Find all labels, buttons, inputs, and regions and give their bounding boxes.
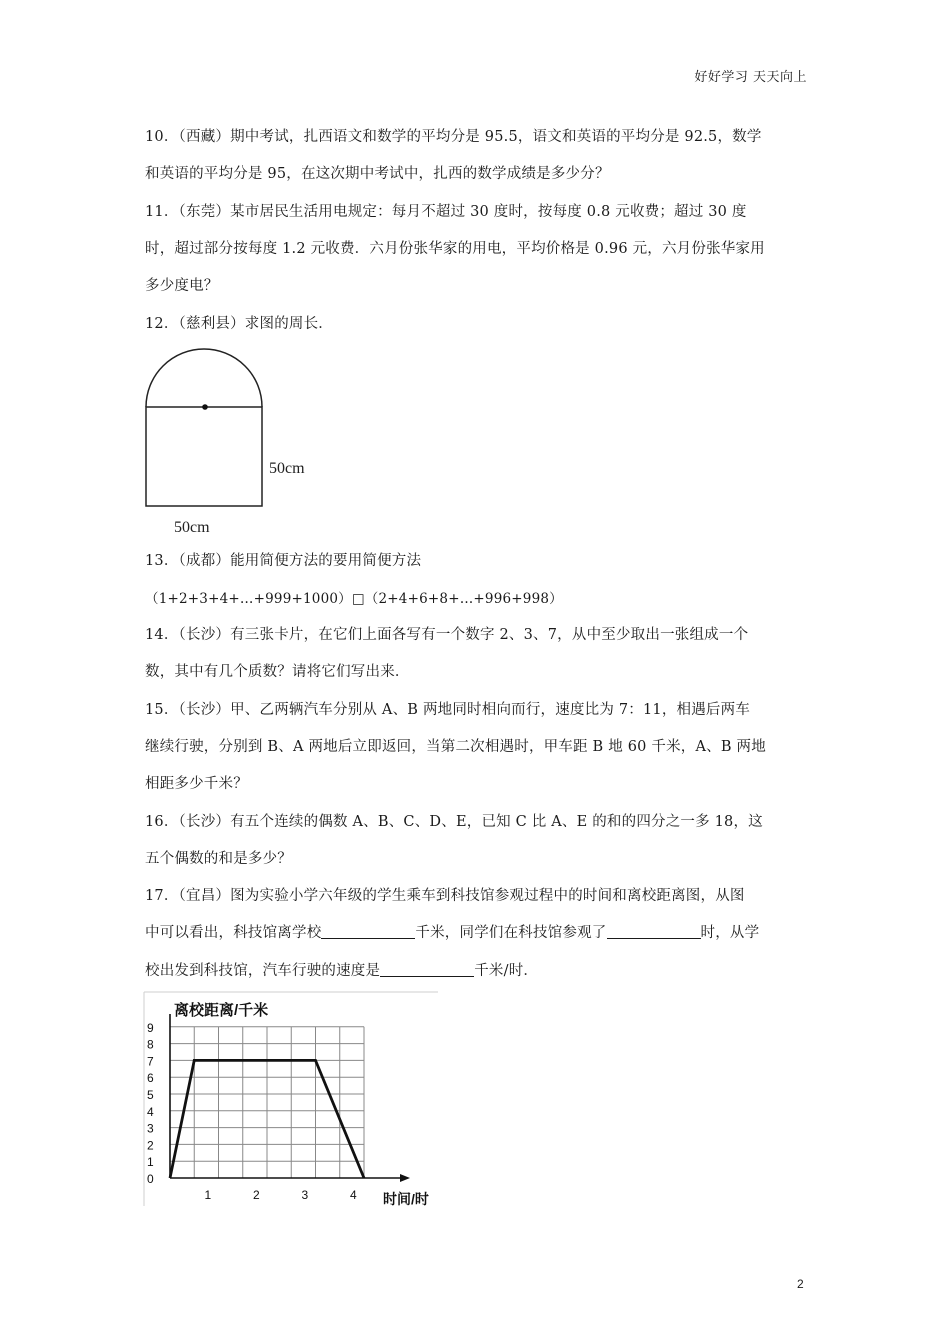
q11-line-1: 11．（东莞）某市居民生活用电规定：每月不超过 30 度时，按每度 0.8 元收费；超过 30 度: [145, 204, 747, 220]
x-tick-label: 1: [204, 1188, 212, 1202]
q17-line-1: 17．（宜昌）图为实验小学六年级的学生乘车到科技馆参观过程中的时间和离校距离图，从图: [145, 888, 745, 904]
y-tick-label: 4: [147, 1104, 154, 1119]
chart-axes: [170, 1014, 410, 1182]
q17-line-2-text-c: 时，从学: [700, 925, 760, 941]
q12-side-label: 50cm: [269, 460, 305, 477]
y-tick-label: 7: [147, 1054, 154, 1069]
x-tick-label: 4: [350, 1188, 357, 1202]
q12-square: [146, 407, 262, 506]
q11-line-2: 时，超过部分按每度 1.2 元收费．六月份张华家的用电，平均价格是 0.96 元，六月份张华家用: [145, 241, 765, 257]
q15-line-2: 继续行驶，分别到 B、A 两地后立即返回，当第二次相遇时，甲车距 B 地 60 千米，A、B 两地: [145, 739, 766, 755]
q17-blank-distance[interactable]: [321, 924, 415, 939]
q16-line-1: 16．（长沙）有五个连续的偶数 A、B、C、D、E，已知 C 比 A、E 的和的四分之一多 18，这: [145, 814, 763, 830]
y-tick-label: 8: [147, 1037, 154, 1052]
y-tick-label: 3: [147, 1121, 154, 1136]
q17-line-2: [145, 921, 759, 942]
q17-line-2-text-a: 中可以看出，科技馆离学校: [145, 925, 322, 941]
q12-center-dot: [202, 404, 208, 410]
y-tick-label: 0: [147, 1172, 154, 1186]
y-tick-label: 2: [147, 1138, 154, 1153]
chart-grid: [170, 1027, 364, 1178]
q10-line-1: 10．（西藏）期中考试，扎西语文和数学的平均分是 95.5，语文和英语的平均分是 92.5，数学: [145, 129, 762, 145]
page-number: 2: [797, 1277, 804, 1291]
x-axis-arrow: [400, 1174, 410, 1182]
q13-line-1: 13．（成都）能用简便方法的要用简便方法: [145, 553, 422, 569]
q17-line-2-text-b: 千米，同学们在科技馆参观了: [415, 925, 607, 941]
q12-line-1: 12．（慈利县）求图的周长．: [145, 316, 333, 332]
q15-line-3: 相距多少千米？: [145, 776, 248, 792]
y-tick-label: 5: [147, 1088, 154, 1102]
q11-line-3: 多少度电？: [145, 278, 219, 294]
page-header: 好好学习 天天向上: [694, 70, 807, 85]
x-tick-label: 2: [253, 1188, 260, 1202]
q17-distance-time-chart: [138, 988, 448, 1210]
q10-line-2: 和英语的平均分是 95，在这次期中考试中，扎西的数学成绩是多少分？: [145, 166, 610, 182]
y-tick-label: 9: [147, 1020, 154, 1035]
y-tick-label: 6: [147, 1071, 154, 1086]
q14-line-1: 14．（长沙）有三张卡片，在它们上面各写有一个数字 2、3、7，从中至少取出一张组成一个: [145, 627, 749, 643]
chart-y-axis-label: 离校距离/千米: [174, 1002, 269, 1019]
q17-blank-speed[interactable]: [380, 962, 474, 977]
q13-line-2: （1+2+3+4+…+999+1000）□（2+4+6+8+…+996+998）: [145, 591, 563, 607]
chart-ticks: [147, 1021, 357, 1202]
q15-line-1: 15．（长沙）甲、乙两辆汽车分别从 A、B 两地同时相向而行，速度比为 7：11，相遇后两车: [145, 702, 751, 718]
q12-bottom-label: 50cm: [174, 519, 210, 536]
q14-line-2: 数，其中有几个质数？请将它们写出来．: [145, 664, 410, 680]
q16-line-2: 五个偶数的和是多少？: [145, 851, 292, 867]
q17-blank-visit-time[interactable]: [607, 924, 701, 939]
x-tick-label: 3: [301, 1188, 309, 1202]
q17-line-3: [145, 959, 538, 980]
q12-figure: [140, 340, 340, 540]
chart-x-axis-label: 时间/时: [383, 1191, 429, 1207]
q12-semicircle: [146, 349, 262, 407]
q17-line-3-text-a: 校出发到科技馆，汽车行驶的速度是: [145, 963, 381, 979]
y-tick-label: 1: [147, 1155, 154, 1170]
q17-line-3-text-b: 千米/时．: [474, 963, 539, 979]
